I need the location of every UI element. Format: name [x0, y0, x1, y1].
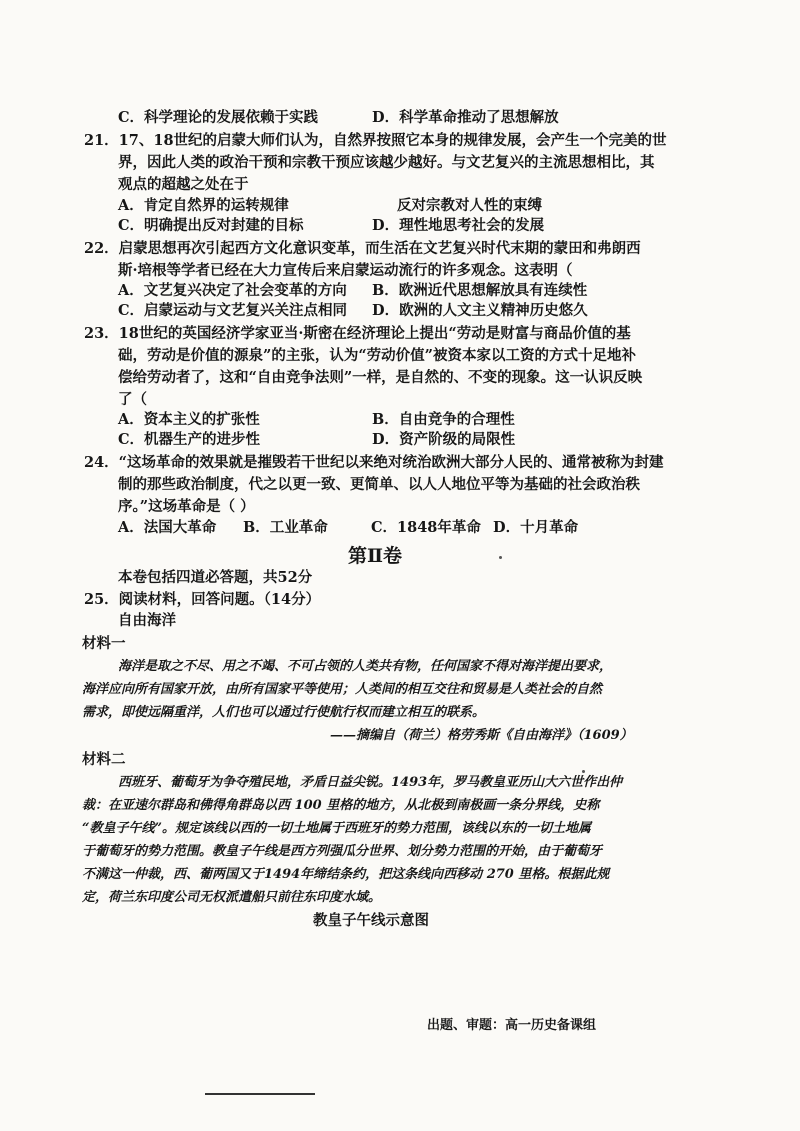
q21-stem-line-2: 界，因此人类的政治干预和宗教干预应该越少越好。与文艺复兴的主流思想相比，其 — [118, 154, 655, 171]
scan-rule — [205, 1093, 315, 1095]
scan-speck — [582, 770, 585, 773]
q23-stem-line-3: 偿给劳动者了，这和“自由竞争法则”一样，是自然的、不变的现象。这一认识反映 — [118, 369, 643, 386]
material-1-line-2: 海洋应向所有国家开放，由所有国家平等使用；人类间的相互交往和贸易是人类社会的自然 — [82, 682, 603, 697]
figure-caption: 教皇子午线示意图 — [313, 912, 429, 929]
material-1-source: ——摘编自（荷兰）格劳秀斯《自由海洋》（1609） — [330, 728, 633, 743]
material-2-line-2: 裁：在亚速尔群岛和佛得角群岛以西 100 里格的地方，从北极到南极画一条分界线，史称 — [82, 798, 600, 813]
q24-stem-line-1: 24．“这场革命的效果就是摧毁若干世纪以来绝对统治欧洲大部分人民的、通常被称为封建 — [84, 454, 664, 471]
q23-option-a: A．资本主义的扩张性 — [118, 411, 260, 428]
material-2-line-3: “教皇子午线”。规定该线以西的一切土地属于西班牙的势力范围，该线以东的一切土地属 — [82, 821, 591, 836]
material-1-line-3: 需求，即使远隔重洋，人们也可以通过行使航行权而建立相互的联系。 — [82, 705, 486, 720]
material-2-line-4: 于葡萄牙的势力范围。教皇子午线是西方列强瓜分世界、划分势力范围的开始，由于葡萄牙 — [82, 844, 603, 859]
q24-stem-line-2: 制的那些政治制度，代之以更一致、更简单、以人人地位平等为基础的社会政治秩 — [118, 476, 640, 493]
q25-stem: 25．阅读材料，回答问题。（14分） — [84, 591, 321, 608]
scan-speck — [499, 556, 502, 559]
q22-option-c: C．启蒙运动与文艺复兴关注点相同 — [118, 302, 348, 319]
q22-option-b: B．欧洲近代思想解放具有连续性 — [372, 282, 588, 299]
q21-stem-line-3: 观点的超越之处在于 — [118, 176, 249, 193]
author-credit: 出题、审题：高一历史备课组 — [427, 1018, 597, 1033]
q22-stem-line-2: 斯·培根等学者已经在大力宣传后来启蒙运动流行的许多观念。这表明（ — [118, 262, 573, 279]
q22-option-d: D．欧洲的人文主义精神历史悠久 — [372, 302, 588, 319]
material-1-line-1: 海洋是取之不尽、用之不竭、不可占领的人类共有物，任何国家不得对海洋提出要求， — [118, 659, 613, 674]
material-1-label: 材料一 — [82, 635, 126, 652]
q23-option-c: C．机器生产的进步性 — [118, 431, 261, 448]
q24-option-d: D．十月革命 — [493, 519, 579, 536]
q25-subtitle: 自由海洋 — [118, 612, 176, 629]
material-2-line-6: 定，荷兰东印度公司无权派遣船只前往东印度水域。 — [82, 890, 382, 905]
q23-option-b: B．自由竞争的合理性 — [372, 411, 515, 428]
q22-stem-line-1: 22．启蒙思想再次引起西方文化意识变革，而生活在文艺复兴时代末期的蒙田和弗朗西 — [84, 240, 641, 257]
q20-option-d: D．科学革命推动了思想解放 — [372, 109, 559, 126]
q24-option-b: B．工业革命 — [243, 519, 328, 536]
q23-stem-line-4: 了（ — [118, 391, 147, 408]
material-2-line-5: 不满这一仲裁，西、葡两国又于1494年缔结条约，把这条线向西移动 270 里格。根据此规 — [82, 867, 610, 882]
material-2-label: 材料二 — [82, 751, 126, 768]
q23-stem-line-1: 23．18世纪的英国经济学家亚当·斯密在经济理论上提出“劳动是财富与商品价值的基 — [84, 325, 631, 342]
q24-option-c: C．1848年革命 — [371, 519, 481, 536]
q22-option-a: A．文艺复兴决定了社会变革的方向 — [118, 282, 347, 299]
material-2-line-1: 西班牙、葡萄牙为争夺殖民地，矛盾日益尖锐。1493年，罗马教皇亚历山大六世作出仲 — [118, 775, 623, 790]
q21-option-a: A．肯定自然界的运转规律 — [118, 197, 289, 214]
section-title: 第Ⅱ卷 — [348, 545, 403, 567]
q21-stem-line-1: 21．17、18世纪的启蒙大师们认为，自然界按照它本身的规律发展，会产生一个完美的世 — [84, 132, 667, 149]
q21-option-b: 反对宗教对人性的束缚 — [397, 197, 542, 214]
q20-option-c: C．科学理论的发展依赖于实践 — [118, 109, 319, 126]
q24-option-a: A．法国大革命 — [118, 519, 217, 536]
q21-option-d: D．理性地思考社会的发展 — [372, 217, 545, 234]
q23-stem-line-2: 础，劳动是价值的源泉”的主张，认为“劳动价值”被资本家以工资的方式十足地补 — [118, 347, 637, 364]
q21-option-c: C．明确提出反对封建的目标 — [118, 217, 304, 234]
q24-stem-line-3: 序。”这场革命是（ ） — [118, 498, 255, 515]
section-instructions: 本卷包括四道必答题，共52分 — [118, 569, 313, 586]
q23-option-d: D．资产阶级的局限性 — [372, 431, 516, 448]
